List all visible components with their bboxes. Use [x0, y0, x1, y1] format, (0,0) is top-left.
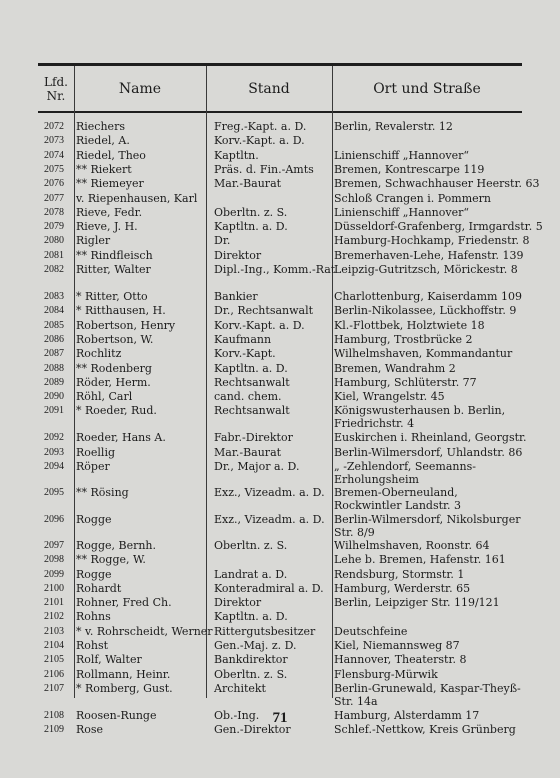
entry-address: Bremerhaven-Lehe, Hafenstr. 139 [334, 249, 524, 262]
entry-name: Röhl, Carl [76, 390, 133, 403]
entry-number: 2096 [44, 514, 64, 525]
entry-name: ** Riekert [76, 163, 132, 176]
entry-number: 2083 [44, 291, 64, 302]
entry-name: Rigler [76, 234, 111, 247]
entry-stand: Oberltn. z. S. [214, 668, 288, 681]
entry-stand: Bankdirektor [214, 653, 288, 666]
entry-address: Wilhelmshaven, Kommandantur [334, 347, 513, 360]
entry-stand: Landrat a. D. [214, 568, 288, 581]
entry-stand: Architekt [214, 682, 266, 695]
entry-number: 2095 [44, 487, 64, 498]
entry-stand: Dr., Rechtsanwalt [214, 304, 314, 317]
entry-number: 2073 [44, 135, 64, 146]
entry-stand: Kaufmann [214, 333, 272, 346]
column-divider [74, 66, 75, 698]
header-lfd-line1: Lfd. [44, 74, 68, 89]
entry-number: 2074 [44, 150, 64, 161]
entry-address: Hamburg, Werderstr. 65 [334, 582, 471, 595]
entry-number: 2072 [44, 121, 64, 132]
entry-address: Berlin-Grunewald, Kaspar-Theyß-Str. 14a [334, 682, 521, 708]
entry-number: 2081 [44, 250, 64, 261]
entry-stand: Rechtsanwalt [214, 404, 290, 417]
entry-address: Wilhelmshaven, Roonstr. 64 [334, 539, 490, 552]
entry-name: Rolf, Walter [76, 653, 142, 666]
entry-name: * Ritthausen, H. [76, 304, 166, 317]
entry-stand: Konteradmiral a. D. [214, 582, 324, 595]
entry-address: Rendsburg, Stormstr. 1 [334, 568, 465, 581]
entry-number: 2098 [44, 554, 64, 565]
entry-name: Rose [76, 723, 104, 736]
entry-address: Kiel, Niemannsweg 87 [334, 639, 460, 652]
entry-number: 2099 [44, 569, 64, 580]
entry-name: Rogge [76, 568, 112, 581]
entry-stand: Korv.-Kapt. [214, 347, 276, 360]
entry-name: Röder, Herm. [76, 376, 151, 389]
entry-address: Deutschfeine [334, 625, 408, 638]
entry-stand: Exz., Vizeadm. a. D. [214, 486, 325, 499]
entry-stand: Präs. d. Fin.-Amts [214, 163, 314, 176]
entry-name: Riedel, Theo [76, 149, 146, 162]
entry-number: 2105 [44, 654, 64, 665]
entry-address: Lehe b. Bremen, Hafenstr. 161 [334, 553, 506, 566]
entry-stand: Dipl.-Ing., Komm.-Rat [214, 263, 336, 276]
entry-address: Berlin, Revalerstr. 12 [334, 120, 453, 133]
entry-number: 2108 [44, 710, 64, 721]
entry-stand: Gen.-Direktor [214, 723, 291, 736]
entry-number: 2088 [44, 363, 64, 374]
entry-name: Rieve, J. H. [76, 220, 138, 233]
entry-name: Rogge [76, 513, 112, 526]
entry-name: Roosen-Runge [76, 709, 157, 722]
entry-name: Robertson, W. [76, 333, 154, 346]
header-stand: Stand [248, 80, 290, 97]
entry-address: „ -Zehlendorf, Seemanns-Erholungsheim [334, 460, 476, 486]
entry-stand: Korv.-Kapt. a. D. [214, 319, 305, 332]
entry-address: Bremen, Schwachhauser Heerstr. 63 [334, 177, 540, 190]
entry-stand: Dr., Major a. D. [214, 460, 300, 473]
entry-name: ** Rindfleisch [76, 249, 153, 262]
entry-address: Berlin-Nikolassee, Lückhoffstr. 9 [334, 304, 517, 317]
entry-number: 2094 [44, 461, 64, 472]
entry-stand: Mar.-Baurat [214, 177, 282, 190]
entry-address: Hamburg, Alsterdamm 17 [334, 709, 480, 722]
header-rule [38, 111, 522, 113]
entry-name: Rogge, Bernh. [76, 539, 157, 552]
entry-stand: Exz., Vizeadm. a. D. [214, 513, 325, 526]
entry-name: * Romberg, Gust. [76, 682, 173, 695]
page-number: 71 [272, 710, 288, 726]
entry-stand: Fabr.-Direktor [214, 431, 293, 444]
entry-address: Hannover, Theaterstr. 8 [334, 653, 467, 666]
entry-number: 2107 [44, 683, 64, 694]
entry-name: Rollmann, Heinr. [76, 668, 171, 681]
entry-address: Kiel, Wrangelstr. 45 [334, 390, 445, 403]
entry-stand: Bankier [214, 290, 258, 303]
entry-number: 2106 [44, 669, 64, 680]
entry-stand: cand. chem. [214, 390, 282, 403]
entry-stand: Kaptltn. [214, 149, 259, 162]
entry-address: Schlef.-Nettkow, Kreis Grünberg [334, 723, 516, 736]
entry-stand: Korv.-Kapt. a. D. [214, 134, 305, 147]
entry-address: Linienschiff „Hannover“ [334, 206, 469, 219]
entry-number: 2079 [44, 221, 64, 232]
entry-number: 2078 [44, 207, 64, 218]
entry-number: 2077 [44, 193, 64, 204]
entry-name: Rohns [76, 610, 111, 623]
entry-number: 2087 [44, 348, 64, 359]
entry-name: Rohst [76, 639, 109, 652]
entry-address: Leipzig-Gutritzsch, Mörickestr. 8 [334, 263, 518, 276]
entry-name: * v. Rohrscheidt, Werner [76, 625, 213, 638]
entry-address: Flensburg-Mürwik [334, 668, 438, 681]
entry-address: Charlottenburg, Kaiserdamm 109 [334, 290, 522, 303]
entry-address: Berlin-Wilmersdorf, Uhlandstr. 86 [334, 446, 523, 459]
entry-address: Hamburg-Hochkamp, Friedenstr. 8 [334, 234, 530, 247]
header-lfd-line2: Nr. [46, 88, 66, 103]
entry-number: 2101 [44, 597, 64, 608]
header-name: Name [118, 80, 162, 97]
header-ort: Ort und Straße [373, 80, 481, 97]
entry-stand: Kaptltn. a. D. [214, 610, 288, 623]
entry-stand: Direktor [214, 249, 262, 262]
entry-address: Kl.-Flottbek, Holztwiete 18 [334, 319, 485, 332]
entry-number: 2075 [44, 164, 64, 175]
entry-address: Bremen, Kontrescarpe 119 [334, 163, 485, 176]
entry-address: Königswusterhausen b. Berlin, Friedrichstr. 4 [334, 404, 506, 430]
entry-stand: Oberltn. z. S. [214, 206, 288, 219]
entry-number: 2097 [44, 540, 64, 551]
entry-name: Roellig [76, 446, 116, 459]
entry-name: * Ritter, Otto [76, 290, 148, 303]
entry-number: 2091 [44, 405, 64, 416]
entry-name: Rohardt [76, 582, 122, 595]
entry-stand: Ob.-Ing. [214, 709, 260, 722]
entry-name: ** Riemeyer [76, 177, 144, 190]
entry-number: 2090 [44, 391, 64, 402]
entry-stand: Dr. [214, 234, 231, 247]
entry-address: Bremen-Oberneuland, Rockwintler Landstr. 3 [334, 486, 462, 512]
entry-number: 2085 [44, 320, 64, 331]
entry-name: Roeder, Hans A. [76, 431, 166, 444]
entry-stand: Mar.-Baurat [214, 446, 282, 459]
entry-name: ** Rodenberg [76, 362, 152, 375]
entry-address: Hamburg, Trostbrücke 2 [334, 333, 473, 346]
entry-name: ** Rösing [76, 486, 129, 499]
entry-stand: Freg.-Kapt. a. D. [214, 120, 307, 133]
entry-address: Düsseldorf-Grafenberg, Irmgardstr. 5 [334, 220, 543, 233]
column-divider [332, 66, 333, 698]
entry-address: Bremen, Wandrahm 2 [334, 362, 456, 375]
entry-name: * Roeder, Rud. [76, 404, 157, 417]
entry-stand: Gen.-Maj. z. D. [214, 639, 297, 652]
entry-address: Schloß Crangen i. Pommern [334, 192, 492, 205]
entry-number: 2089 [44, 377, 64, 388]
entry-stand: Kaptltn. a. D. [214, 362, 288, 375]
entry-number: 2092 [44, 432, 64, 443]
entry-name: v. Riepenhausen, Karl [76, 192, 198, 205]
entry-name: Rohner, Fred Ch. [76, 596, 172, 609]
entry-number: 2080 [44, 235, 64, 246]
entry-name: Riechers [76, 120, 125, 133]
entry-number: 2100 [44, 583, 64, 594]
column-divider [206, 66, 207, 698]
entry-address: Hamburg, Schlüterstr. 77 [334, 376, 477, 389]
entry-name: Rochlitz [76, 347, 122, 360]
entry-number: 2109 [44, 724, 64, 735]
entry-name: Robertson, Henry [76, 319, 176, 332]
entry-stand: Oberltn. z. S. [214, 539, 288, 552]
entry-name: ** Rogge, W. [76, 553, 146, 566]
entry-address: Berlin-Wilmersdorf, Nikolsburger Str. 8/9 [334, 513, 521, 539]
entry-name: Riedel, A. [76, 134, 130, 147]
header-lfd-nr [38, 66, 74, 111]
entry-name: Rieve, Fedr. [76, 206, 143, 219]
entry-address: Linienschiff „Hannover“ [334, 149, 469, 162]
entry-number: 2103 [44, 626, 64, 637]
entry-number: 2104 [44, 640, 64, 651]
entry-address: Berlin, Leipziger Str. 119/121 [334, 596, 500, 609]
entry-number: 2076 [44, 178, 64, 189]
entry-address: Euskirchen i. Rheinland, Georgstr. [334, 431, 527, 444]
entry-stand: Rechtsanwalt [214, 376, 290, 389]
entry-name: Röper [76, 460, 110, 473]
entry-number: 2084 [44, 305, 64, 316]
entry-stand: Rittergutsbesitzer [214, 625, 316, 638]
entry-number: 2082 [44, 264, 64, 275]
entry-number: 2093 [44, 447, 64, 458]
entry-name: Ritter, Walter [76, 263, 151, 276]
entry-stand: Kaptltn. a. D. [214, 220, 288, 233]
entry-number: 2102 [44, 611, 64, 622]
entry-number: 2086 [44, 334, 64, 345]
entry-stand: Direktor [214, 596, 262, 609]
